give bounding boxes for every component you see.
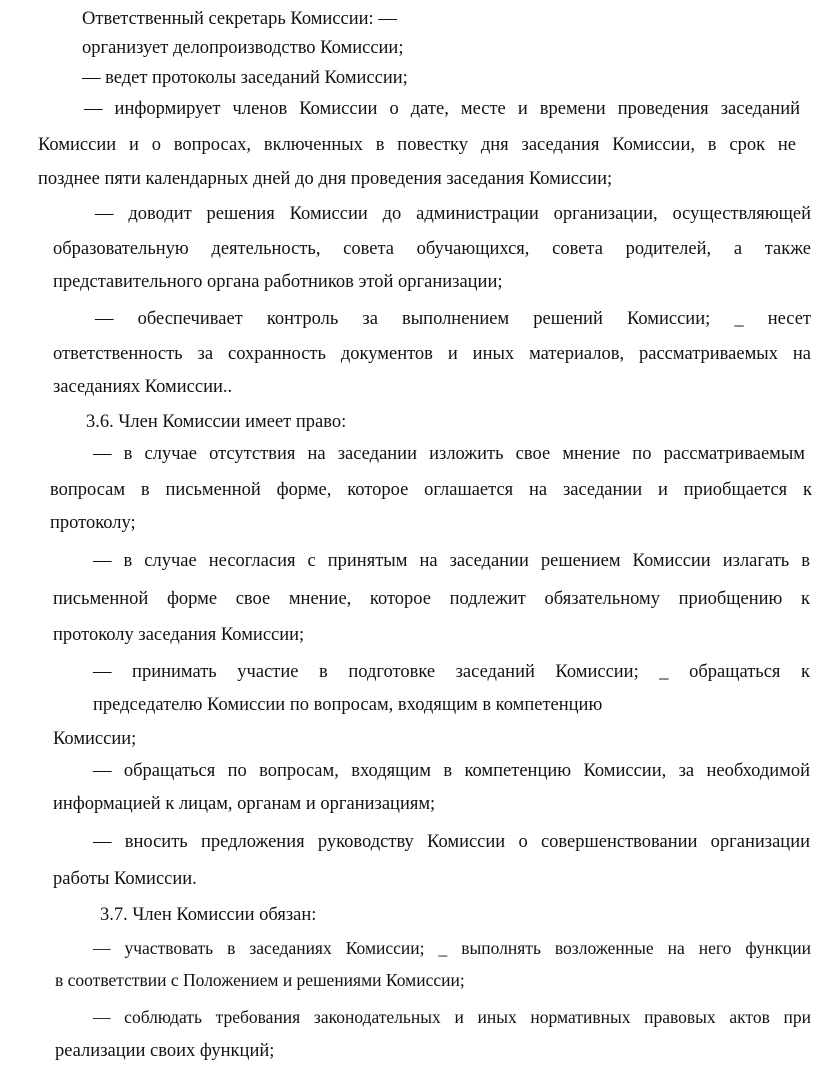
text-line: — в случае несогласия с принятым на заседании решением Комиссии излагать в [93,551,810,571]
text-line: заседаниях Комиссии.. [53,377,233,397]
text-line: письменной форме свое мнение, которое подлежит обязательному приобщению к [53,589,810,609]
text-line: протоколу заседания Комиссии; [53,625,305,645]
text-line: в соответствии с Положением и решениями Комиссии; [55,970,465,990]
text-line: — принимать участие в подготовке заседаний Комиссии; _ обращаться к [93,662,810,682]
text-line: реализации своих функций; [55,1041,275,1061]
text-line: — соблюдать требования законодательных и иных нормативных правовых актов при [93,1007,811,1027]
text-line: Ответственный секретарь Комиссии: — [82,9,397,29]
text-line: вопросам в письменной форме, которое оглашается на заседании и приобщается к [50,480,812,500]
section-heading: 3.6. Член Комиссии имеет право: [86,412,347,432]
text-line: образовательную деятельность, совета обучающихся, совета родителей, а также [53,239,811,259]
text-line: протоколу; [50,513,136,533]
text-line: — обращаться по вопросам, входящим в компетенцию Комиссии, за необходимой [93,761,810,781]
text-line: позднее пяти календарных дней до дня проведения заседания Комиссии; [38,169,613,189]
text-line: Комиссии; [53,729,137,749]
text-line: — информирует членов Комиссии о дате, месте и времени проведения заседаний [84,99,800,119]
text-line: ответственность за сохранность документов и иных материалов, рассматриваемых на [53,344,811,364]
text-line: — в случае отсутствия на заседании изложить свое мнение по рассматриваемым [93,444,805,464]
text-line: Комиссии и о вопросах, включенных в повестку дня заседания Комиссии, в срок не [38,135,796,155]
text-line: председателю Комиссии по вопросам, входящим в компетенцию [93,695,603,715]
text-line: — участвовать в заседаниях Комиссии; _ выполнять возложенные на него функции [93,938,811,958]
text-line: представительного органа работников этой организации; [53,272,503,292]
text-line: работы Комиссии. [53,869,197,889]
text-line: — доводит решения Комиссии до администрации организации, осуществляющей [95,204,811,224]
text-line: — обеспечивает контроль за выполнением решений Комиссии; _ несет [95,309,811,329]
text-line: информацией к лицам, органам и организациям; [53,794,436,814]
text-line: — вносить предложения руководству Комиссии о совершенствовании организации [93,832,810,852]
section-heading: 3.7. Член Комиссии обязан: [100,905,317,925]
text-line: организует делопроизводство Комиссии; [82,38,404,58]
text-line: — ведет протоколы заседаний Комиссии; [82,68,408,88]
